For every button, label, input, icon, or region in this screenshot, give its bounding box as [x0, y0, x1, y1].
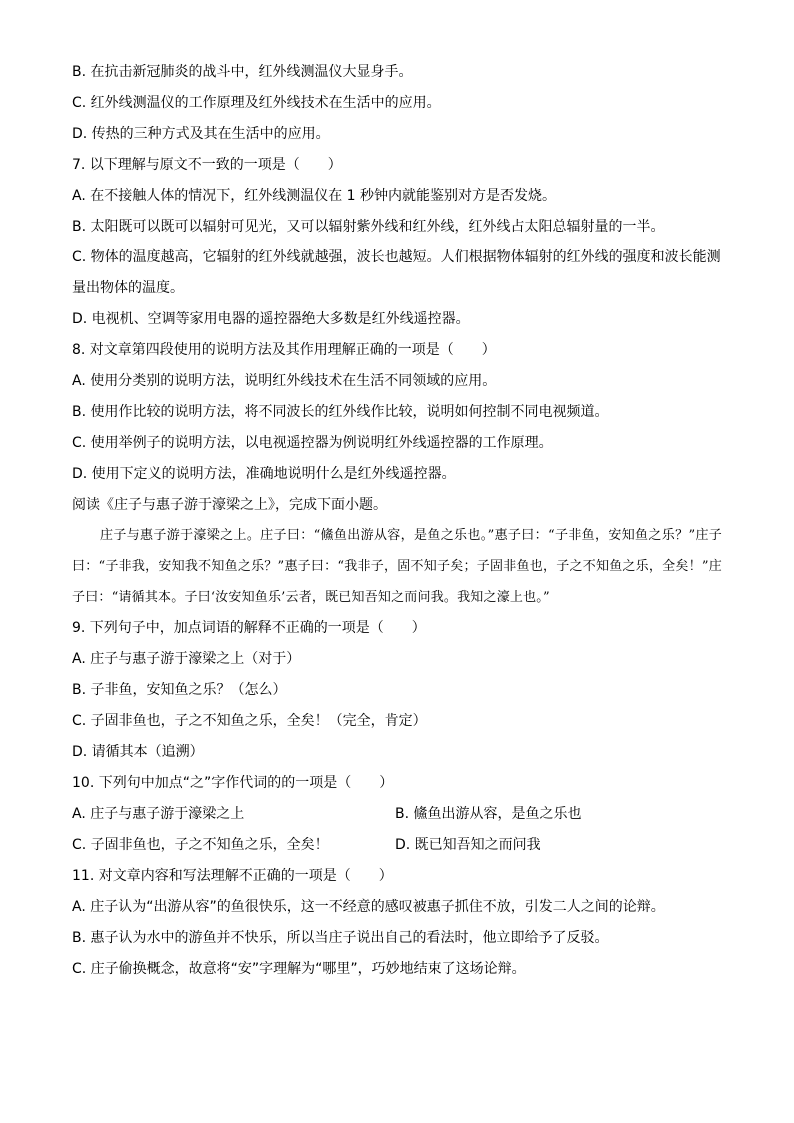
q9-option-c: C. 子固非鱼也，子之不知鱼之乐，全矣！（完全，肯定） [72, 713, 427, 729]
q10-option-b: B. 鯈鱼出游从容，是鱼之乐也 [395, 806, 582, 822]
q8-option-b: B. 使用作比较的说明方法，将不同波长的红外线作比较，说明如何控制不同电视频道。 [72, 404, 609, 420]
q6-option-c: C. 红外线测温仪的工作原理及红外线技术在生活中的应用。 [72, 95, 441, 111]
exam-page [72, 62, 722, 990]
q7-option-c: C. 物体的温度越高，它辐射的红外线就越强，波长也越短。人们根据物体辐射的红外线的强度和波长能测量出物体的温度。 [72, 249, 721, 296]
q11-option-c: C. 庄子偷换概念，故意将“安”字理解为“哪里”，巧妙地结束了这场论辩。 [72, 961, 526, 977]
q6-option-b: B. 在抗击新冠肺炎的战斗中，红外线测温仪大显身手。 [72, 64, 413, 80]
question-10: 10. 下列句中加点“之”字作代词的的一项是（ ） [72, 775, 394, 791]
q8-option-a: A. 使用分类别的说明方法，说明红外线技术在生活不同领域的应用。 [72, 373, 497, 389]
classical-passage: 庄子与惠子游于濠梁之上。庄子曰：“鯈鱼出游从容，是鱼之乐也。”惠子曰：“子非鱼，安知鱼之乐？”庄子曰：“子非我，安知我不知鱼之乐？”惠子曰：“我非子，固不知子矣；子固非鱼也，子之不知鱼之乐，全矣！”庄子曰：“请循其本。子曰‘汝安知鱼乐’云者，既已知吾知之而问我。我知之濠上也。” [72, 528, 722, 605]
q7-option-b: B. 太阳既可以既可以辐射可见光，又可以辐射紫外线和红外线，红外线占太阳总辐射量的一半。 [72, 219, 665, 235]
q8-option-c: C. 使用举例子的说明方法，以电视遥控器为例说明红外线遥控器的工作原理。 [72, 435, 553, 451]
q10-option-d: D. 既已知吾知之而问我 [395, 837, 541, 853]
q10-options-row-1 [72, 804, 722, 824]
q7-option-d: D. 电视机、空调等家用电器的遥控器绝大多数是红外线遥控器。 [72, 311, 470, 327]
q10-option-c: C. 子固非鱼也，子之不知鱼之乐，全矣！ [72, 837, 329, 853]
q11-option-a: A. 庄子认为“出游从容”的鱼很快乐，这一不经意的感叹被惠子抓住不放，引发二人之间的论辩。 [72, 899, 665, 915]
q7-option-a: A. 在不接触人体的情况下，红外线测温仪在 1 秒钟内就能鉴别对方是否发烧。 [72, 188, 557, 204]
question-11: 11. 对文章内容和写法理解不正确的一项是（ ） [72, 868, 393, 884]
q8-option-d: D. 使用下定义的说明方法，准确地说明什么是红外线遥控器。 [72, 466, 456, 482]
q10-option-a: A. 庄子与惠子游于濠梁之上 [72, 806, 245, 822]
q9-option-d: D. 请循其本（追溯） [72, 744, 204, 760]
q10-options-row-2 [72, 835, 722, 855]
q6-option-d: D. 传热的三种方式及其在生活中的应用。 [72, 126, 330, 142]
q9-option-a: A. 庄子与惠子游于濠梁之上（对于） [72, 651, 301, 667]
question-9: 9. 下列句子中，加点词语的解释不正确的一项是（ ） [72, 620, 426, 636]
q9-option-b: B. 子非鱼，安知鱼之乐？（怎么） [72, 682, 287, 698]
question-7: 7. 以下理解与原文不一致的一项是（ ） [72, 157, 342, 173]
question-8: 8. 对文章第四段使用的说明方法及其作用理解正确的一项是（ ） [72, 342, 496, 358]
q11-option-b: B. 惠子认为水中的游鱼并不快乐，所以当庄子说出自己的看法时，他立即给予了反驳。 [72, 930, 609, 946]
reading-instruction: 阅读《庄子与惠子游于濠梁之上》，完成下面小题。 [72, 497, 387, 513]
